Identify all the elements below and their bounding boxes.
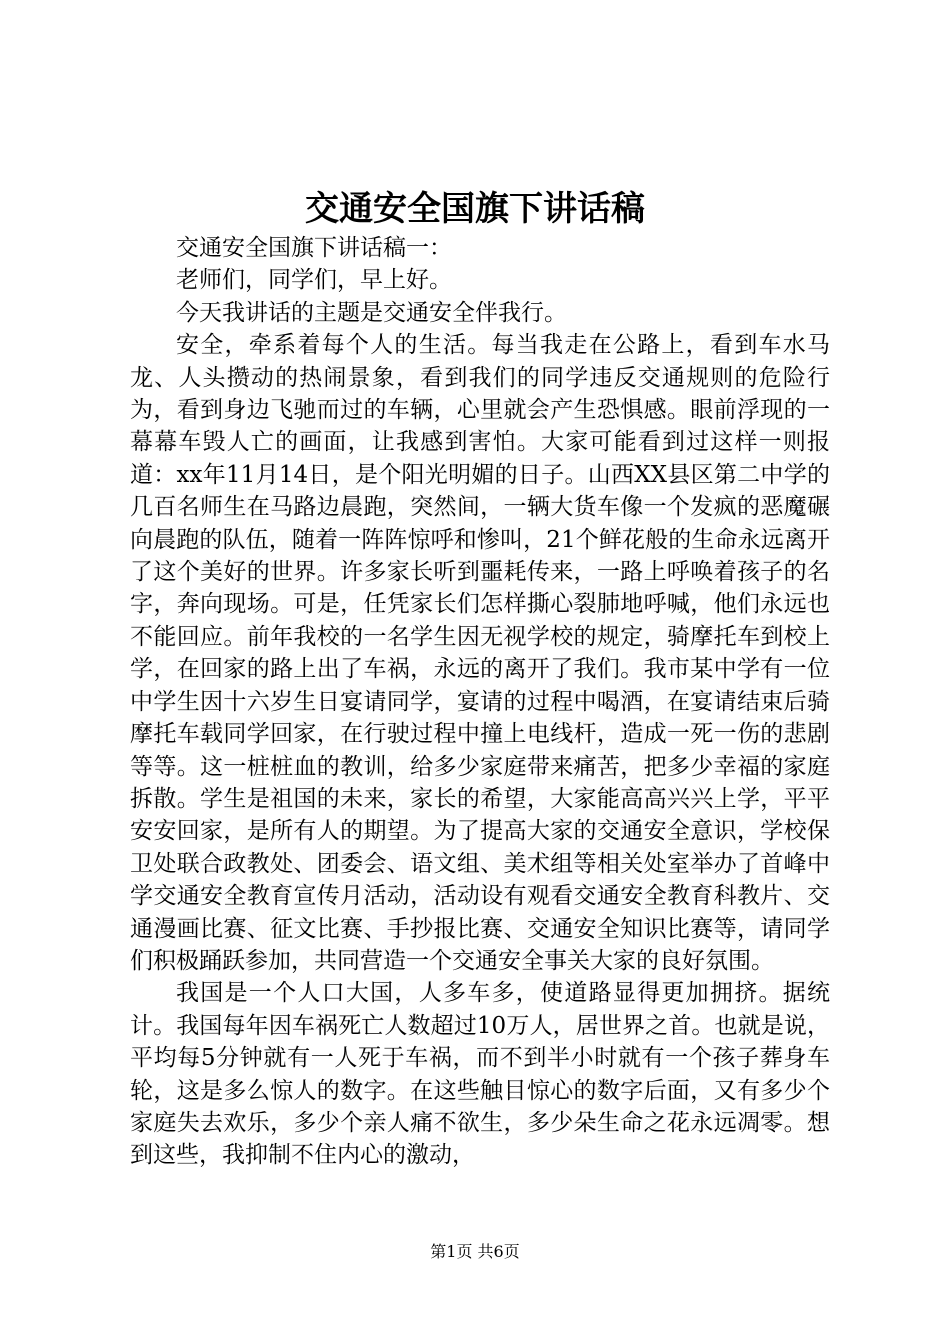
paragraph-body: 安全，牵系着每个人的生活。每当我走在公路上，看到车水马龙、人头攒动的热闹景象，看到我们的同学违反交通规则的危险行为，看到身边飞驰而过的车辆，心里就会产生恐惧感。眼前浮现的一幕幕车毁人亡的画面，让我感到害怕。大家可能看到过这样一则报道：xx年11月14日，是个阳光明媚的日子。山西XX县区第二中学的几百名师生在马路边晨跑，突然间，一辆大货车像一个发疯的恶魔碾向晨跑的队伍，随着一阵阵惊呼和惨叫，21个鲜花般的生命永远离开了这个美好的世界。许多家长听到噩耗传来，一路上呼唤着孩子的名字，奔向现场。可是，任凭家长们怎样撕心裂肺地呼喊，他们永远也不能回应。前年我校的一名学生因无视学校的规定，骑摩托车到校上学，在回家的路上出了车祸，永远的离开了我们。我市某中学有一位中学生因十六岁生日宴请同学，宴请的过程中喝酒，在宴请结束后骑摩托车载同学回家，在行驶过程中撞上电线杆，造成一死一伤的悲剧等等。这一桩桩血的教训，给多少家庭带来痛苦，把多少幸福的家庭拆散。学生是祖国的未来，家长的希望，大家能高高兴兴上学，平平安安回家，是所有人的期望。为了提高大家的交通安全意识，学校保卫处联合政教处、团委会、语文组、美术组等相关处室举办了首峰中学交通安全教育宣传月活动，活动设有观看交通安全教育科教片、交通漫画比赛、征文比赛、手抄报比赛、交通安全知识比赛等，请同学们积极踊跃参加，共同营造一个交通安全事关大家的良好氛围。: [130, 332, 830, 974]
paragraph-body: 我国是一个人口大国，人多车多，使道路显得更加拥挤。据统计。我国每年因车祸死亡人数超过10万人，居世界之首。也就是说，平均每5分钟就有一人死于车祸，而不到半小时就有一个孩子葬身车轮，这是多么惊人的数字。在这些触目惊心的数字后面，又有多少个家庭失去欢乐，多少个亲人痛不欲生，多少朵生命之花永远凋零。想到这些，我抑制不住内心的激动，: [130, 980, 830, 1169]
paragraph-heading: 交通安全国旗下讲话稿一：: [176, 235, 452, 261]
paragraph-greeting: 老师们，同学们，早上好。: [176, 267, 452, 294]
paragraph-topic: 今天我讲话的主题是交通安全伴我行。: [176, 299, 567, 326]
page-number-footer: 第1页 共6页: [430, 1242, 520, 1261]
document-body: [130, 232, 830, 1172]
document-title: 交通安全国旗下讲话稿: [305, 189, 645, 229]
